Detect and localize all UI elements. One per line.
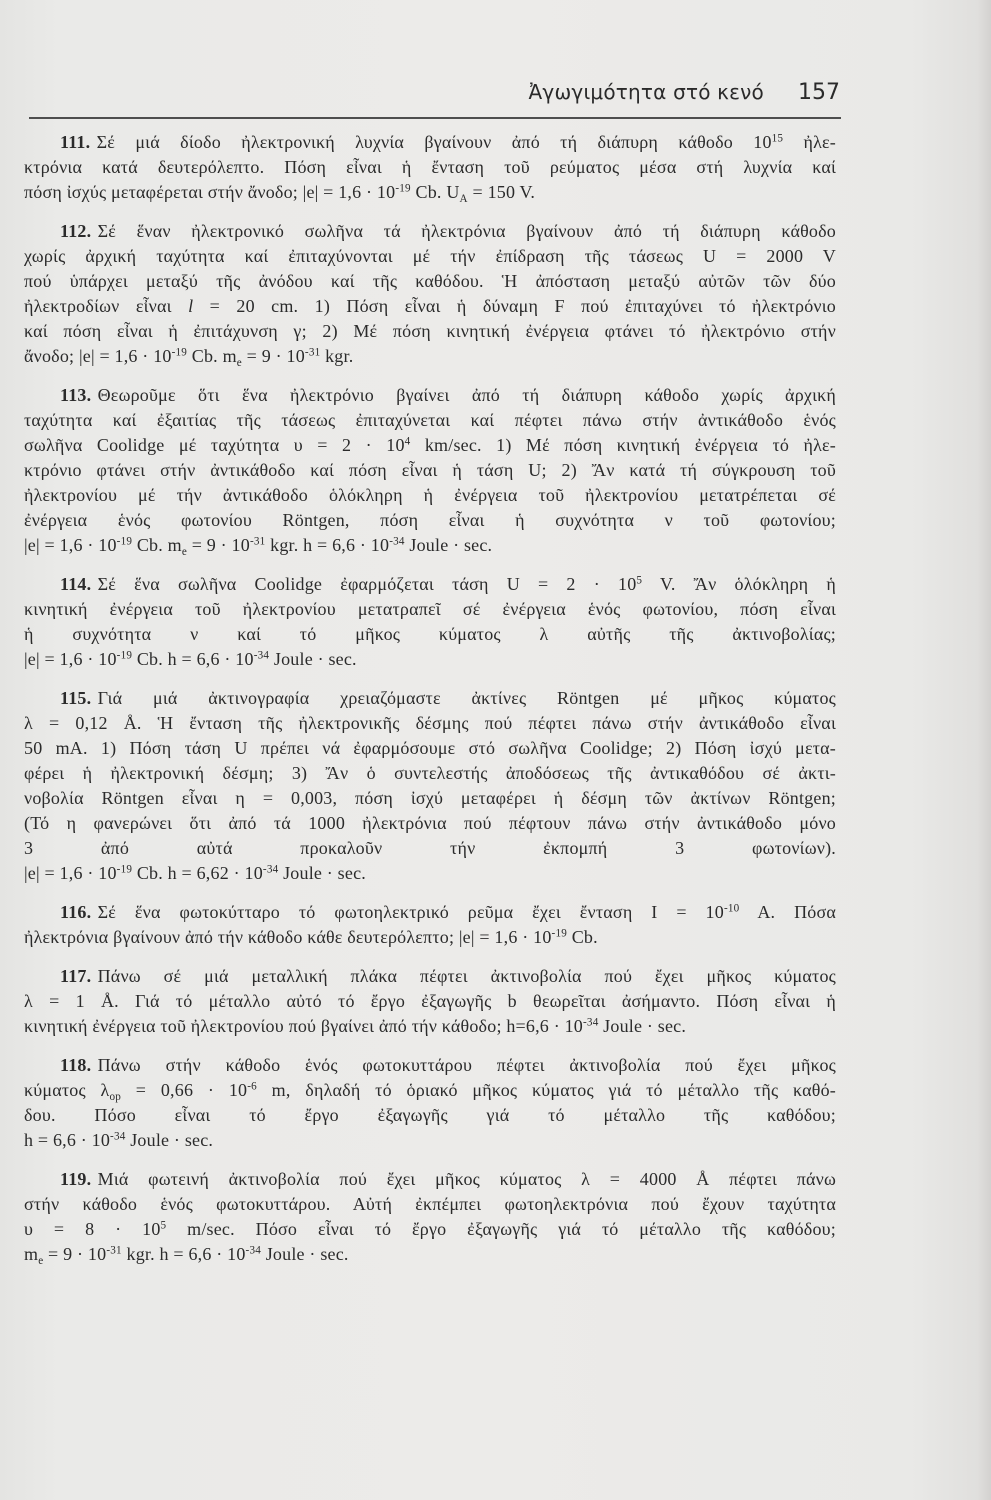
text-run: m/sec. Πόσο εἶναι τό ἔργο ἐξαγωγῆς γιά τό μέταλλο τῆς καθόδου;: [166, 1219, 836, 1239]
text-run: km/sec. 1) Μέ πόση κινητική ἐνέργεια τό ἠλε-: [410, 435, 836, 455]
text-line: [24, 1192, 836, 1217]
superscript: -19: [116, 535, 133, 548]
text-run: δου. Πόσο εἶναι τό ἔργο ἐξαγωγῆς γιά τό μέταλλο τῆς καθόδου;: [24, 1105, 836, 1125]
superscript: 5: [160, 1219, 167, 1232]
text-run: Cb. U: [410, 182, 460, 202]
text-line: [24, 1128, 836, 1153]
text-run: = 20 cm. 1) Πόση εἶναι ἡ δύναμη F πού ἐπιταχύνει τό ἠλεκτρόνιο: [193, 296, 836, 316]
text-line: [24, 244, 836, 269]
superscript: -19: [171, 346, 188, 359]
superscript: 4: [404, 435, 411, 448]
text-line: [24, 1078, 836, 1103]
superscript: -19: [116, 863, 133, 876]
text-run: V. Ἄν ὁλόκληρη ἡ: [642, 574, 836, 594]
text-run: πόση ἰσχύς μεταφέρεται στήν ἄνοδο; |e| = 1,6 · 10: [24, 182, 396, 202]
text-run: κτρόνια κατά δευτερόλεπτο. Πόση εἶναι ἡ ἔνταση τοῦ ρεύματος μέσα στή λυχνία καί: [24, 157, 836, 177]
exercise-115: [24, 686, 836, 886]
text-line: [24, 1053, 836, 1078]
text-run: Joule · sec.: [598, 1016, 687, 1036]
text-run: (Τό η φανερώνει ὅτι ἀπό τά 1000 ἠλεκτρόνια πού πέφτουν πάνω στήν ἀντικάθοδο μόνο: [24, 813, 836, 833]
text-run: Θεωροῦμε ὅτι ἕνα ἠλεκτρόνιο βγαίνει ἀπό τή διάπυρη κάθοδο χωρίς ἀρχική: [97, 385, 836, 405]
text-run: Σέ ἕνα σωλῆνα Coolidge ἐφαρμόζεται τάση U = 2 · 10: [97, 574, 637, 594]
superscript: -31: [106, 1244, 122, 1257]
superscript: -34: [262, 863, 279, 876]
text-run: Joule · sec.: [278, 863, 366, 883]
text-run: h = 6,6 · 10: [24, 1130, 111, 1150]
text-run: = 150 V.: [467, 182, 536, 202]
exercise-number: 111.: [60, 132, 91, 152]
text-run: Joule · sec.: [404, 535, 493, 555]
text-run: kgr.: [320, 346, 354, 366]
text-run: ἠλεκτρόνια βγαίνουν ἀπό τήν κάθοδο κάθε δευτερόλεπτο; |e| = 1,6 · 10: [24, 927, 552, 947]
exercise-113: [24, 383, 836, 558]
subscript: e: [181, 545, 188, 558]
text-run: Cb. m: [187, 346, 237, 366]
text-line: [24, 155, 836, 180]
exercise-number: 115.: [60, 688, 92, 708]
text-run: Πάνω στήν κάθοδο ἑνός φωτοκυττάρου πέφτει ἀκτινοβολία πού ἔχει μῆκος: [97, 1055, 836, 1075]
text-run: κινητική ἐνέργεια τοῦ ἠλεκτρονίου μετατραπεῖ σέ ἐνέργεια ἑνός φωτονίου, πόση εἶναι: [24, 599, 836, 619]
text-line: [24, 572, 836, 597]
text-run: m, δηλαδή τό ὁριακό μῆκος κύματος γιά τό μέταλλο τῆς καθό-: [256, 1080, 836, 1100]
text-line: [24, 219, 836, 244]
text-line: [24, 533, 836, 558]
text-run: Joule · sec.: [269, 649, 357, 669]
header-rule: [29, 117, 841, 119]
exercise-111: [24, 130, 836, 205]
text-run: κινητική ἐνέργεια τοῦ ἠλεκτρονίου πού βγαίνει ἀπό τήν κάθοδο; h=6,6 · 10: [24, 1016, 583, 1036]
text-run: ἡ συχνότητα ν καί τό μῆκος κύματος λ αὐτῆς τῆς ἀκτινοβολίας;: [24, 624, 836, 644]
italic-symbol: l: [188, 296, 194, 316]
subscript: op: [109, 1090, 122, 1103]
text-line: [24, 344, 836, 369]
text-line: [24, 458, 836, 483]
text-run: Σέ ἕνα φωτοκύτταρο τό φωτοηλεκτρικό ρεῦμα ἔχει ἔνταση I = 10: [97, 902, 724, 922]
exercise-number: 116.: [60, 902, 92, 922]
superscript: -34: [245, 1244, 262, 1257]
text-run: Cb. h = 6,6 · 10: [132, 649, 254, 669]
text-line: [24, 433, 836, 458]
text-line: [24, 836, 836, 861]
text-run: |e| = 1,6 · 10: [24, 649, 117, 669]
text-run: kgr. h = 6,6 · 10: [121, 1244, 246, 1264]
text-run: Cb. m: [132, 535, 182, 555]
text-run: 50 mA. 1) Πόση τάση U πρέπει νά ἐφαρμόσουμε στό σωλῆνα Coolidge; 2) Πόση ἰσχύ μετα-: [24, 738, 836, 758]
text-run: σωλῆνα Coolidge μέ ταχύτητα υ = 2 · 10: [24, 435, 405, 455]
text-run: kgr. h = 6,6 · 10: [265, 535, 390, 555]
exercise-number: 113.: [60, 385, 92, 405]
text-run: = 9 · 10: [187, 535, 250, 555]
text-run: = 0,66 · 10: [121, 1080, 248, 1100]
text-run: Joule · sec.: [125, 1130, 214, 1150]
text-run: νοβολία Röntgen εἶναι η = 0,003, πόση ἰσχύ μεταφέρει ἡ δέσμη τῶν ἀκτίνων Röntgen;: [24, 788, 836, 808]
text-line: [24, 180, 836, 205]
text-run: στήν κάθοδο ἑνός φωτοκυττάρου. Αὐτή ἐκπέμπει φωτοηλεκτρόνια πού ἔχουν ταχύτητα: [24, 1194, 836, 1214]
text-line: [24, 1167, 836, 1192]
text-line: [24, 811, 836, 836]
text-run: Μιά φωτεινή ἀκτινοβολία πού ἔχει μῆκος κύματος λ = 4000 Å πέφτει πάνω: [97, 1169, 836, 1189]
text-run: Cb. h = 6,62 · 10: [132, 863, 263, 883]
text-line: [24, 711, 836, 736]
exercise-number: 118.: [60, 1055, 92, 1075]
text-line: [24, 989, 836, 1014]
text-run: |e| = 1,6 · 10: [24, 535, 117, 555]
text-line: [24, 319, 836, 344]
subscript: e: [236, 356, 242, 369]
exercise-112: [24, 219, 836, 369]
text-line: [24, 269, 836, 294]
text-run: Joule · sec.: [261, 1244, 349, 1264]
text-line: [24, 964, 836, 989]
superscript: -31: [304, 346, 321, 359]
text-run: = 9 · 10: [241, 346, 305, 366]
superscript: 15: [771, 132, 784, 145]
exercise-number: 117.: [60, 966, 92, 986]
superscript: -34: [253, 649, 270, 662]
exercises-block: [24, 130, 836, 1281]
text-line: [24, 1217, 836, 1242]
text-run: κτρόνιο φτάνει στήν ἀντικάθοδο καί πόση εἶναι ἡ τάση U; 2) Ἄν κατά τή σύγκρουση τοῦ: [24, 460, 836, 480]
text-run: ταχύτητα καί ἐξαιτίας τῆς τάσεως ἐπιταχύνεται καί πέφτει πάνω στήν ἀντικάθοδο ἑνός: [24, 410, 836, 430]
text-line: [24, 900, 836, 925]
exercise-number: 112.: [60, 221, 92, 241]
text-run: ἠλε-: [783, 132, 836, 152]
superscript: -31: [249, 535, 266, 548]
subscript: A: [459, 192, 468, 205]
text-run: ἄνοδο; |e| = 1,6 · 10: [24, 346, 172, 366]
text-run: χωρίς ἀρχική ταχύτητα καί ἐπιταχύνονται μέ τήν ἐπίδραση τῆς τάσεως U = 2000 V: [24, 246, 836, 266]
text-run: κύματος λ: [24, 1080, 110, 1100]
text-line: [24, 408, 836, 433]
text-line: [24, 130, 836, 155]
exercise-number: 114.: [60, 574, 92, 594]
text-run: Πάνω σέ μιά μεταλλική πλάκα πέφτει ἀκτινοβολία πού ἔχει μῆκος κύματος: [97, 966, 836, 986]
superscript: -34: [583, 1016, 599, 1029]
exercise-114: [24, 572, 836, 672]
text-line: [24, 1103, 836, 1128]
exercise-117: [24, 964, 836, 1039]
superscript: -10: [723, 902, 740, 915]
chapter-title: Ἀγωγιμότητα στό κενό: [528, 80, 764, 104]
superscript: -34: [110, 1130, 126, 1143]
text-run: λ = 0,12 Å. Ἡ ἔνταση τῆς ἠλεκτρονικῆς δέσμης πού πέφτει πάνω στήν ἀντικάθοδο εἶναι: [24, 713, 836, 733]
text-run: φέρει ἡ ἠλεκτρονική δέσμη; 3) Ἄν ὁ συντελεστής ἀποδόσεως τῆς ἀντικαθόδου σέ ἀκτι-: [24, 763, 836, 783]
superscript: -19: [395, 182, 411, 195]
page-number: 157: [798, 80, 840, 105]
subscript: e: [38, 1254, 44, 1267]
text-line: [24, 508, 836, 533]
running-head: [529, 80, 840, 105]
text-run: Γιά μιά ἀκτινογραφία χρειαζόμαστε ἀκτίνες Röntgen μέ μῆκος κύματος: [97, 688, 836, 708]
text-run: πού ὑπάρχει μεταξύ τῆς ἀνόδου καί τῆς καθόδου. Ἡ ἀπόσταση μεταξύ αὐτῶν τῶν δύο: [24, 271, 836, 291]
text-line: [24, 861, 836, 886]
superscript: -6: [247, 1080, 257, 1093]
text-run: Σέ μιά δίοδο ἠλεκτρονική λυχνία βγαίνουν ἀπό τή διάπυρη κάθοδο 10: [96, 132, 772, 152]
exercise-119: [24, 1167, 836, 1267]
text-run: 3 ἀπό αὐτά προκαλοῦν τήν ἐκπομπή 3 φωτονίων).: [24, 838, 836, 858]
text-run: υ = 8 · 10: [24, 1219, 161, 1239]
exercise-118: [24, 1053, 836, 1153]
text-line: [24, 925, 836, 950]
text-line: [24, 736, 836, 761]
text-run: |e| = 1,6 · 10: [24, 863, 117, 883]
text-line: [24, 686, 836, 711]
text-run: ἠλεκτρονίου μέ τήν ἀντικάθοδο ὁλόκληρη ἡ ἐνέργεια τοῦ ἠλεκτρονίου μετατρέπεται σέ: [24, 485, 836, 505]
superscript: -34: [389, 535, 405, 548]
text-line: [24, 761, 836, 786]
text-run: m: [24, 1244, 39, 1264]
text-line: [24, 622, 836, 647]
text-run: λ = 1 Å. Γιά τό μέταλλο αὐτό τό ἔργο ἐξαγωγῆς b θεωρεῖται ἀσήμαντο. Πόση εἶναι ἡ: [24, 991, 836, 1011]
exercise-116: [24, 900, 836, 950]
text-run: Σέ ἕναν ἠλεκτρονικό σωλῆνα τά ἠλεκτρόνια βγαίνουν ἀπό τή διάπυρη κάθοδο: [97, 221, 836, 241]
text-line: [24, 1014, 836, 1039]
text-run: καί πόση εἶναι ἡ ἐπιτάχυνση γ; 2) Μέ πόση κινητική ἐνέργεια φτάνει τό ἠλεκτρόνιο στήν: [24, 321, 836, 341]
text-run: ἠλεκτροδίων εἶναι: [24, 296, 189, 316]
text-line: [24, 483, 836, 508]
text-line: [24, 383, 836, 408]
text-run: Cb.: [567, 927, 598, 947]
text-run: = 9 · 10: [43, 1244, 107, 1264]
superscript: 5: [636, 574, 643, 587]
text-line: [24, 294, 836, 319]
page-edge-shadow: [977, 0, 991, 1500]
text-line: [24, 647, 836, 672]
superscript: -19: [551, 927, 568, 940]
text-run: A. Πόσα: [739, 902, 836, 922]
text-line: [24, 597, 836, 622]
text-line: [24, 786, 836, 811]
text-line: [24, 1242, 836, 1267]
exercise-number: 119.: [60, 1169, 92, 1189]
text-run: ἐνέργεια ἑνός φωτονίου Röntgen, πόση εἶναι ἡ συχνότητα ν τοῦ φωτονίου;: [24, 510, 836, 530]
superscript: -19: [116, 649, 133, 662]
